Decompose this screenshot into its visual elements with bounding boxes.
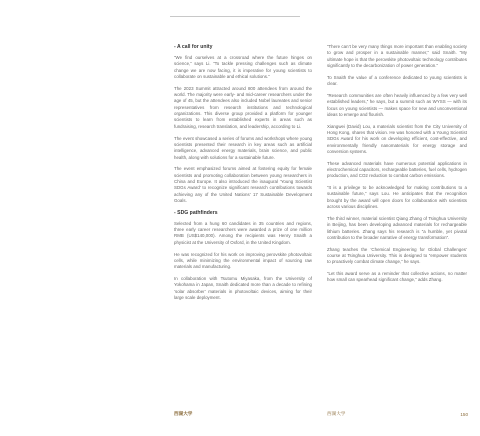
publication-logo: 西湖大学: [174, 412, 193, 417]
body-paragraph: The third winner, material scientist Qiang Zhang of Tsinghua University in Beijing, has been developing advanced materials for rechargeable lithium batteries. Zhang says his research is “a humble, yet pivotal contribution to the broader narrative of energy transformation”.: [327, 215, 467, 240]
body-paragraph: The event showcased a series of forums and workshops where young scientists presented their research in key areas such as artificial intelligence, advanced energy materials, brain science, and public health, along with solutions for a sustainable future.: [174, 135, 312, 160]
page-number: 150: [460, 412, 468, 417]
page-footer: [174, 411, 468, 419]
section-heading-call-for-unity: - A call for unity: [174, 44, 213, 50]
body-paragraph: In collaboration with Tsutomu Miyasaka, from the University of Yokohama in Japan, Snaith dedicated more than a decade to refining ‘solar absorber’ materials in photovoltaic devices, aiming for their large scale deployment.: [174, 275, 312, 300]
body-paragraph: The event emphasized forums aimed at fostering equity for female scientists and promoting collaboration between young researchers in China and Europe. It also introduced the inaugural ‘Young Scientist SDGs Award’ to recognize significant research contributions towards achieving any of the United Nations’ 17 Sustainable Development Goals.: [174, 166, 312, 204]
left-column: [174, 44, 312, 307]
body-paragraph: To Snaith the value of a conference dedicated to young scientists is clear.: [327, 74, 467, 87]
body-paragraph: These advanced materials have numerous potential applications in electrochemical capacitors, rechargeable batteries, fuel cells, hydrogen production, and CO2 reduction to combat carbon emissions.: [327, 160, 467, 179]
section-heading-sdg-pathfinders: - SDG pathfinders: [174, 209, 218, 216]
header-rule: [170, 16, 300, 17]
body-paragraph: Selected from a hung 60 candidates in 35 countries and regions, three early career researchers were awarded a prize of one million RMB (US$140,000). Among the recipients was Henry Snaith a physicist at the University of Oxford, in the United Kingdom.: [174, 220, 312, 245]
footer-center-text: 西湖大学: [327, 412, 346, 417]
body-paragraph: The 2023 Summit attracted around 800 attendees from around the world. The majority were early- and mid-career researchers under the age of 45, but the attendees also included Nobel laureates and senior representatives from research institutions and technological organizations. This diverse group provided a platform for younger scientists to learn from established experts in areas such as fundraising, research translation, and leadership, according to Li.: [174, 85, 312, 129]
right-column: [327, 44, 467, 289]
body-paragraph: “There can’t be very many things more important than enabling society to grow and prosper in a sustainable manner,” said Snaith. “My ultimate hope is that the perovskite photovoltaic technology contributes significantly to the decarbonization of power generation.”: [327, 44, 467, 69]
body-paragraph: Xiangwei (David) Lou, a materials scientist from the City University of Hong Kong, shares that vision. He was honored with a Young Scientist SDGs Award for his work on developing efficient, cost-effective, and environmentally friendly nanomaterials for energy storage and conversion systems.: [327, 123, 467, 154]
body-paragraph: “Research communities are often heavily influenced by a few very well established leaders,” he says, but a summit such as WYSS — with its focus on young scientists — makes space for new and unconventional ideas to emerge and flourish.: [327, 92, 467, 117]
body-paragraph: “It is a privilege to be acknowledged for making contributions to a sustainable future,” says Lou. He anticipates that the recognition brought by the award will open doors for collaboration with scientists across various disciplines.: [327, 185, 467, 210]
body-paragraph: Zhang teaches the ‘Chemical Engineering for Global Challenges’ course at Tsinghua University. This is designed to “empower students to proactively combat climate change,” he says.: [327, 246, 467, 265]
body-paragraph: “We find ourselves at a crossroad where the future hinges on science,” says Li. “To tackle pressing challenges such as climate change we are now facing, it is imperative for young scientists to collaborate on sustainable and ethical solutions.”: [174, 55, 312, 80]
body-paragraph: He was recognized for his work on improving perovskite photovoltaic cells, while minimizing the environmental impact of sourcing raw materials and manufacturing.: [174, 251, 312, 270]
body-paragraph: “Let this award serve as a reminder that collective actions, no matter how small can spearhead significant change,” adds Zhang.: [327, 271, 467, 283]
